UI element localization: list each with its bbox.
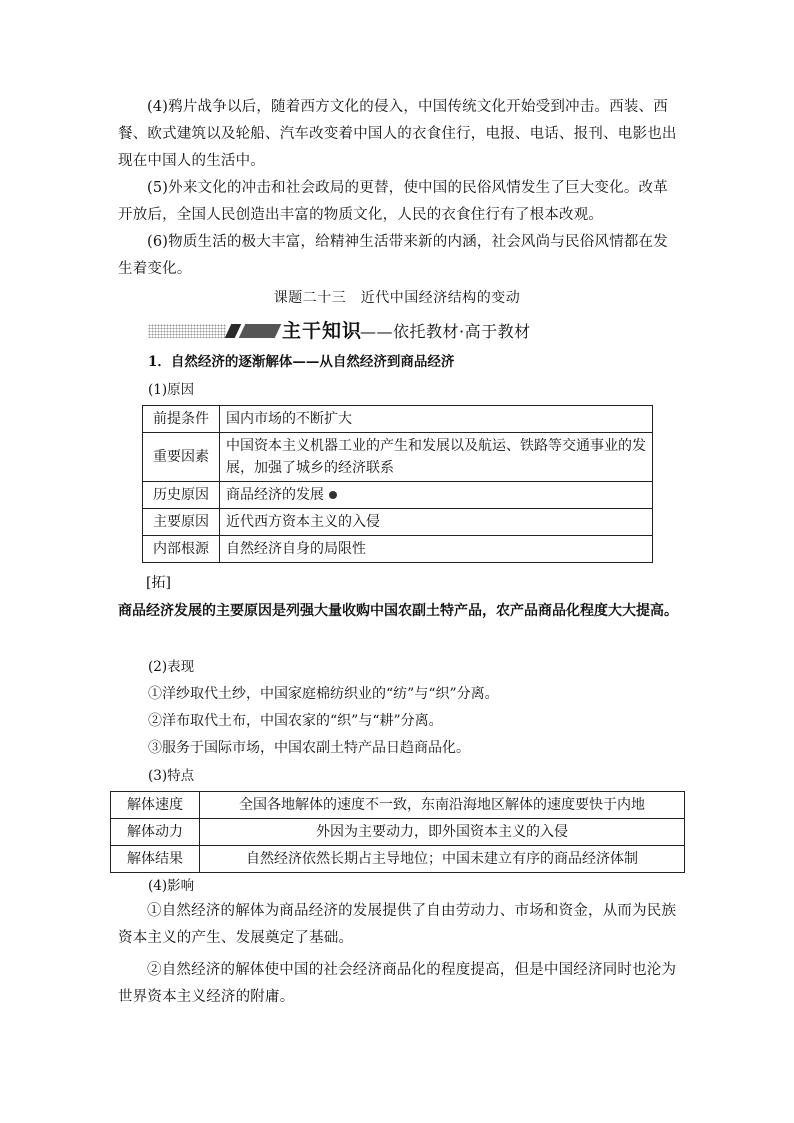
table-key: 内部根源 (143, 536, 220, 563)
impact-item-2: ②自然经济的解体使中国的社会经济商品化的程度提高，但是中国经济同时也沦为世界资本主义经济的附庸。 (118, 962, 677, 1005)
table-value: 外因为主要动力，即外国资本主义的入侵 (200, 819, 685, 846)
table-value: 中国资本主义机器工业的产生和发展以及航运、铁路等交通事业的发展，加强了城乡的经济联系 (220, 433, 653, 482)
impact-item-1: ①自然经济的解体为商品经济的发展提供了自由劳动力、市场和资金，从而为民族资本主义的产生、发展奠定了基础。 (118, 903, 677, 946)
table-row (143, 509, 653, 536)
features-label: (3)特点 (148, 768, 195, 784)
table-key: 历史原因 (143, 482, 220, 509)
manifest-label: (2)表现 (148, 659, 195, 675)
causes-table (142, 405, 653, 563)
table-key: 解体动力 (111, 819, 200, 846)
section-heading: 1．自然经济的逐渐解体——从自然经济到商品经济 (148, 354, 455, 370)
list-item: ③服务于国际市场，中国农副土特产品日趋商品化。 (148, 740, 470, 756)
banner-bar-decoration (239, 324, 282, 338)
table-value: 商品经济的发展 (226, 487, 324, 503)
table-value: 自然经济依然长期占主导地位；中国未建立有序的商品经济体制 (200, 846, 685, 873)
table-row (143, 482, 653, 509)
table-key: 重要因素 (143, 433, 220, 482)
table-key: 主要原因 (143, 509, 220, 536)
annotation-mark-icon (329, 491, 337, 499)
extension-tag: [拓] (146, 575, 171, 591)
impact-label: (4)影响 (148, 878, 195, 894)
banner-dots-decoration (148, 324, 226, 338)
table-row (111, 819, 685, 846)
table-row (111, 846, 685, 873)
table-key: 解体结果 (111, 846, 200, 873)
banner-title: 主干知识 (282, 320, 363, 342)
table-row (111, 792, 685, 819)
table-row (143, 406, 653, 433)
list-item: ②洋布取代土布，中国农家的“织”与“耕”分离。 (148, 713, 443, 729)
banner-subtitle: ——依托教材·高于教材 (360, 322, 531, 341)
table-key: 解体速度 (111, 792, 200, 819)
extension-text: 商品经济发展的主要原因是列强大量收购中国农副土特产品，农产品商品化程度大大提高。 (118, 603, 678, 619)
section-banner (148, 318, 568, 344)
table-key: 前提条件 (143, 406, 220, 433)
list-item: ①洋纱取代土纱，中国家庭棉纺织业的“纺”与“织”分离。 (148, 686, 499, 702)
table-value-cell (220, 482, 653, 509)
table-value: 自然经济自身的局限性 (220, 536, 653, 563)
features-table (110, 791, 685, 873)
table-row (143, 433, 653, 482)
table-row (143, 536, 653, 563)
paragraph-6: (6)物质生活的极大丰富，给精神生活带来新的内涵，社会风尚与民俗风情都在发生着变化。 (118, 234, 668, 277)
paragraph-4: (4)鸦片战争以后，随着西方文化的侵入，中国传统文化开始受到冲击。西装、西餐、欧式建筑以及轮船、汽车改变着中国人的衣食住行，电报、电话、报刊、电影也出现在中国人的生活中。 (118, 99, 677, 169)
paragraph-5: (5)外来文化的冲击和社会政局的更替，使中国的民俗风情发生了巨大变化。改革开放后，全国人民创造出丰富的物质文化，人民的衣食住行有了根本改观。 (118, 180, 668, 223)
table-value: 全国各地解体的速度不一致，东南沿海地区解体的速度要快于内地 (200, 792, 685, 819)
table-value: 国内市场的不断扩大 (220, 406, 653, 433)
table-value: 近代西方资本主义的入侵 (220, 509, 653, 536)
causes-label: (1)原因 (148, 382, 195, 398)
lesson-title: 课题二十三 近代中国经济结构的变动 (273, 290, 521, 306)
